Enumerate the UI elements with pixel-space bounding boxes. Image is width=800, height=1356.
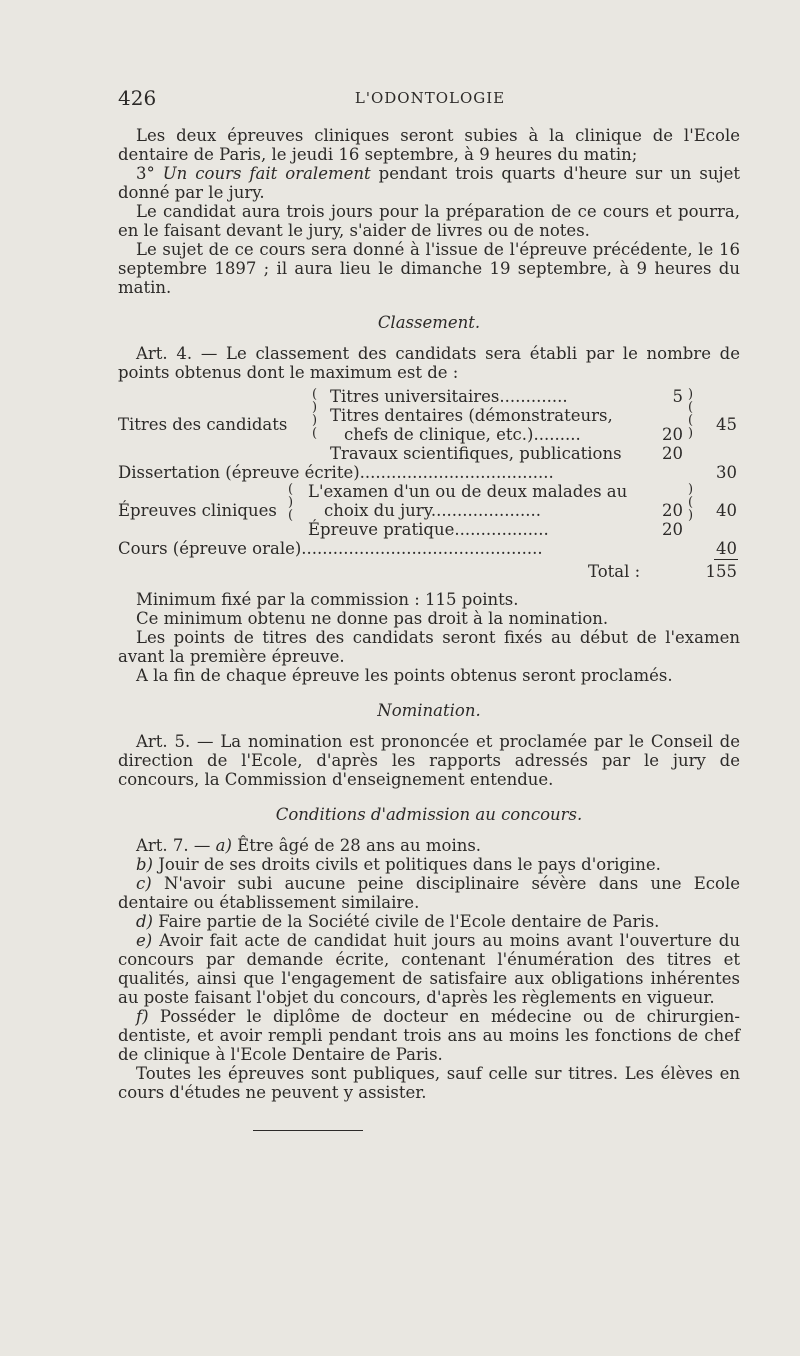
points-value: 20 xyxy=(662,501,683,520)
section-heading-nomination: Nomination. xyxy=(377,701,481,720)
article-4: Art. 4. — Le classement des candidats sera établi par le nombre de points obtenus dont le maximum est de : xyxy=(118,344,740,382)
item-number: 3° xyxy=(136,164,163,183)
points-subtotal: 45 xyxy=(716,415,737,434)
titres-dentaires-line1: Titres dentaires (démonstrateurs, xyxy=(330,406,613,425)
page-body xyxy=(118,126,740,1102)
item-letter: b) xyxy=(136,855,153,874)
paragraph-final: Toutes les épreuves sont publiques, sauf celle sur titres. Les élèves en cours d'études ne peuvent y assister. xyxy=(118,1064,740,1102)
condition-text: Jouir de ses droits civils et politiques dans le pays d'origine. xyxy=(153,855,661,874)
end-rule xyxy=(253,1130,363,1131)
condition-e xyxy=(118,931,740,1007)
total-label: Total : xyxy=(588,562,641,581)
titres-universitaires: Titres universitaires............. xyxy=(330,387,568,406)
paragraph: Les points de titres des candidats seront fixés au début de l'examen avant la première épreuve. xyxy=(118,628,740,666)
paragraph: A la fin de chaque épreuve les points obtenus seront proclamés. xyxy=(136,666,673,685)
page-number: 426 xyxy=(118,86,157,110)
paragraph-text: pendant trois quarts d'heure sur un sujet donné par le jury. xyxy=(118,164,740,202)
left-brace: ( ) ( xyxy=(288,482,294,523)
points-value: 20 xyxy=(662,444,683,463)
cours-oral-row: Cours (épreuve orale).............................................. xyxy=(118,539,543,558)
paragraph: Minimum fixé par la commission : 115 points. xyxy=(136,590,519,609)
epreuve-pratique: Épreuve pratique.................. xyxy=(308,520,549,539)
section-heading-classement: Classement. xyxy=(377,313,481,332)
running-title: L'ODONTOLOGIE xyxy=(354,89,506,107)
total-rule xyxy=(714,559,738,560)
item-letter: f) xyxy=(136,1007,149,1026)
points-value: 30 xyxy=(716,463,737,482)
item-letter: e) xyxy=(136,931,153,950)
points-value: 20 xyxy=(662,520,683,539)
paragraph-cours-oral xyxy=(118,164,740,202)
points-value: 20 xyxy=(662,425,683,444)
condition-c xyxy=(118,874,740,912)
right-brace: ) ( ( ) xyxy=(688,387,694,441)
condition-text: Faire partie de la Société civile de l'Ecole dentaire de Paris. xyxy=(153,912,660,931)
points-value: 40 xyxy=(716,539,737,558)
travaux-scientifiques: Travaux scientifiques, publications xyxy=(330,444,622,463)
condition-f xyxy=(118,1007,740,1064)
condition-text: Posséder le diplôme de docteur en médecine ou de chirurgien-dentiste, et avoir rempli pendant trois ans au moins les fonctions de chef de clinique à l'Ecole Dentaire de Paris. xyxy=(118,1007,740,1064)
left-brace: ( ) ) ( xyxy=(312,387,318,441)
points-subtotal: 40 xyxy=(716,501,737,520)
item-letter: a) xyxy=(215,836,232,855)
paragraph: Ce minimum obtenu ne donne pas droit à la nomination. xyxy=(136,609,609,628)
epreuves-cliniques-label: Épreuves cliniques xyxy=(118,501,277,520)
dissertation-row: Dissertation (épreuve écrite)..................................... xyxy=(118,463,554,482)
titres-dentaires-line2: chefs de clinique, etc.)......... xyxy=(344,425,581,444)
page-header xyxy=(118,86,742,110)
article-prefix: Art. 7. — xyxy=(136,836,216,855)
paragraph: Le candidat aura trois jours pour la préparation de ce cours et pourra, en le faisant devant le jury, s'aider de livres ou de notes. xyxy=(118,202,740,240)
article-5: Art. 5. — La nomination est prononcée et proclamée par le Conseil de direction de l'Ecole, d'après les rapports adressés par le jury de concours, la Commission d'enseignement entendue. xyxy=(118,732,740,789)
paragraph: Le sujet de ce cours sera donné à l'issue de l'épreuve précédente, le 16 septembre 1897 ; il aura lieu le dimanche 19 septembre, à 9 heures du matin. xyxy=(118,240,740,297)
condition-text: N'avoir subi aucune peine disciplinaire sévère dans une Ecole dentaire ou établissement similaire. xyxy=(118,874,740,912)
condition-a xyxy=(118,836,740,855)
titres-label: Titres des candidats xyxy=(118,415,288,434)
condition-d xyxy=(118,912,740,931)
points-value: 5 xyxy=(672,387,683,406)
condition-text: Être âgé de 28 ans au moins. xyxy=(231,836,482,855)
section-heading-conditions: Conditions d'admission au concours. xyxy=(275,805,583,824)
points-table xyxy=(118,384,740,586)
emphasis: Un cours fait oralement xyxy=(162,164,371,183)
condition-text: Avoir fait acte de candidat huit jours au moins avant l'ouverture du concours par demande écrite, contenant l'énumération des titres et qualités, ainsi que l'engagement de satisfaire aux obligations inhérentes au poste faisant l'objet du concours, d'après les règlements en vigueur. xyxy=(118,931,740,1007)
item-letter: d) xyxy=(136,912,153,931)
item-letter: c) xyxy=(136,874,152,893)
paragraph: Les deux épreuves cliniques seront subies à la clinique de l'Ecole dentaire de Paris, le jeudi 16 septembre, à 9 heures du matin; xyxy=(118,126,740,164)
examen-malades-line1: L'examen d'un ou de deux malades au xyxy=(308,482,628,501)
right-brace: ) ( ) xyxy=(688,482,694,523)
total-value: 155 xyxy=(705,562,737,581)
condition-b xyxy=(118,855,740,874)
examen-malades-line2: choix du jury..................... xyxy=(324,501,541,520)
